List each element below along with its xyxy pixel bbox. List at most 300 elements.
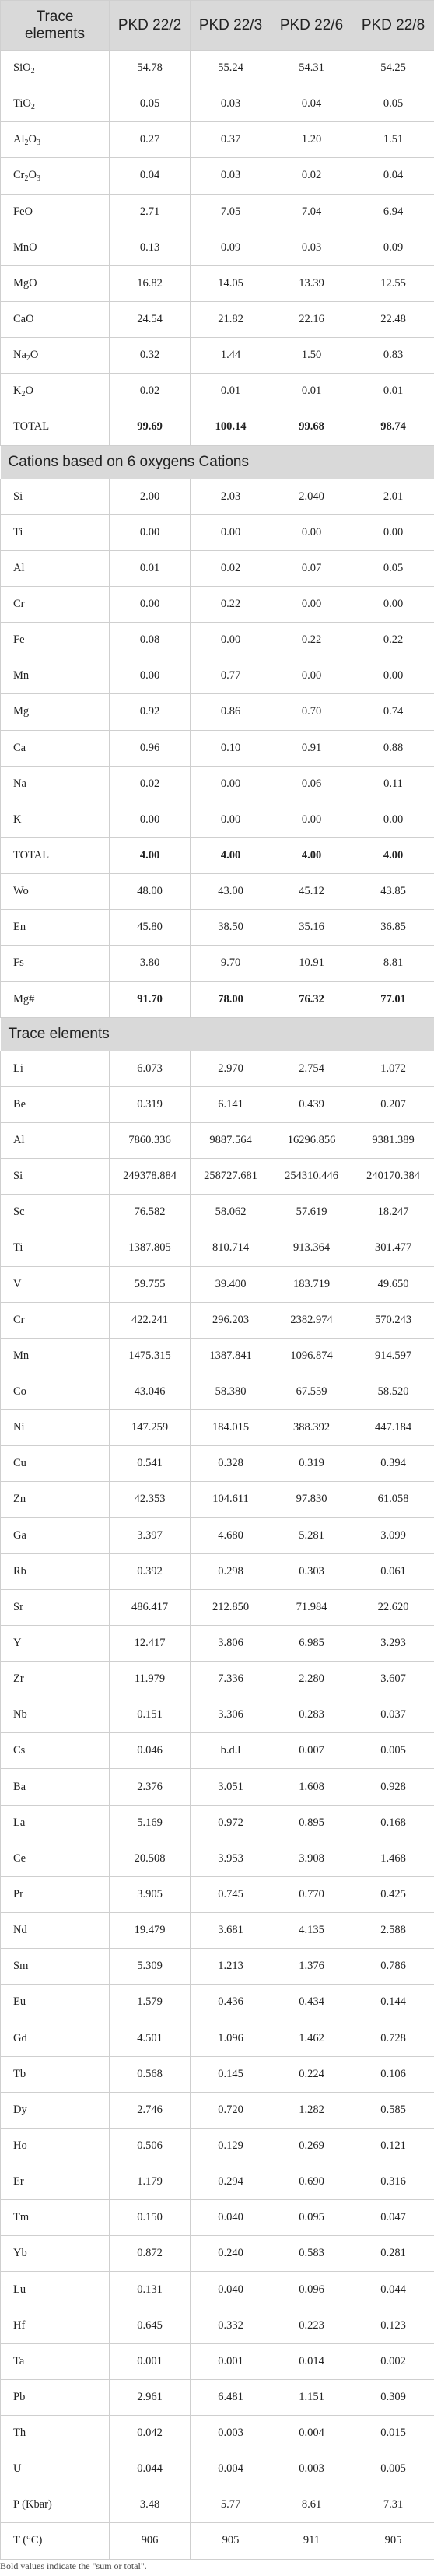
row-label: Wo [1, 874, 110, 910]
table-cell: 0.22 [271, 623, 352, 658]
table-cell: 0.04 [271, 86, 352, 122]
table-cell: 240170.384 [352, 1159, 434, 1195]
table-cell: 4.501 [110, 2020, 191, 2056]
table-row [1, 1553, 434, 1589]
table-cell: 301.477 [352, 1230, 434, 1266]
table-cell: 43.046 [110, 1374, 191, 1409]
table-cell: 2.970 [191, 1051, 271, 1086]
table-cell: 22.48 [352, 301, 434, 337]
table-cell: 0.96 [110, 730, 191, 766]
table-cell: 0.207 [352, 1086, 434, 1122]
table-cell: 0.585 [352, 2092, 434, 2128]
table-cell: 0.928 [352, 1769, 434, 1805]
row-label: Ce [1, 1841, 110, 1876]
table-cell: 0.00 [352, 514, 434, 550]
table-cell: 58.380 [191, 1374, 271, 1409]
table-cell: 1.51 [352, 122, 434, 158]
table-cell: 0.03 [271, 230, 352, 265]
table-cell: 4.00 [271, 837, 352, 873]
table-cell: 0.583 [271, 2236, 352, 2272]
table-cell: 2.746 [110, 2092, 191, 2128]
table-cell: 0.044 [352, 2272, 434, 2308]
row-label: Fe [1, 623, 110, 658]
table-body [1, 51, 434, 2560]
row-label: Eu [1, 1985, 110, 2020]
table-cell: 1.44 [191, 338, 271, 374]
table-cell: 0.786 [352, 1949, 434, 1985]
row-label: MnO [1, 230, 110, 265]
table-row [1, 1913, 434, 1949]
row-label: Zn [1, 1482, 110, 1518]
table-cell: 61.058 [352, 1482, 434, 1518]
table-cell: 0.74 [352, 694, 434, 730]
table-cell: 0.05 [110, 86, 191, 122]
table-cell: 0.044 [110, 2451, 191, 2487]
table-row [1, 586, 434, 622]
table-header-row [1, 1, 434, 51]
table-cell: 0.02 [110, 766, 191, 802]
row-label: Nd [1, 1913, 110, 1949]
table-cell: 0.283 [271, 1697, 352, 1733]
table-cell: 36.85 [352, 910, 434, 946]
table-cell: 0.040 [191, 2200, 271, 2236]
table-cell: 21.82 [191, 301, 271, 337]
table-cell: 0.690 [271, 2164, 352, 2200]
row-label: Cr [1, 586, 110, 622]
table-row [1, 2128, 434, 2164]
row-label: TiO$_2$ [1, 86, 110, 122]
table-cell: 0.040 [191, 2272, 271, 2308]
table-cell: 3.48 [110, 2487, 191, 2523]
table-cell: 5.281 [271, 1518, 352, 1553]
table-cell: 0.131 [110, 2272, 191, 2308]
table-row [1, 1051, 434, 1086]
table-cell: 0.223 [271, 2308, 352, 2343]
table-cell: 43.00 [191, 874, 271, 910]
table-cell: 5.77 [191, 2487, 271, 2523]
table-cell: 1.282 [271, 2092, 352, 2128]
row-label: Ta [1, 2343, 110, 2379]
table-cell: 183.719 [271, 1266, 352, 1302]
table-cell: 9887.564 [191, 1122, 271, 1158]
row-label: P (Kbar) [1, 2487, 110, 2523]
row-label: Ti [1, 1230, 110, 1266]
table-cell: 3.953 [191, 1841, 271, 1876]
row-label: Nb [1, 1697, 110, 1733]
table-row [1, 1625, 434, 1661]
table-cell: 5.169 [110, 1805, 191, 1841]
table-row [1, 1374, 434, 1409]
row-label: CaO [1, 301, 110, 337]
table-row [1, 1841, 434, 1876]
table-row [1, 837, 434, 873]
row-label: TOTAL [1, 837, 110, 873]
table-cell: 9381.389 [352, 1122, 434, 1158]
table-cell: 1.608 [271, 1769, 352, 1805]
table-cell: 6.481 [191, 2379, 271, 2415]
table-cell: 0.004 [271, 2416, 352, 2451]
table-cell: 45.12 [271, 874, 352, 910]
table-row [1, 194, 434, 230]
table-cell: 54.25 [352, 51, 434, 86]
table-cell: 0.08 [110, 623, 191, 658]
table-cell: 0.13 [110, 230, 191, 265]
table-cell: 0.11 [352, 766, 434, 802]
table-row [1, 802, 434, 837]
table-cell: 57.619 [271, 1195, 352, 1230]
table-cell: 0.123 [352, 2308, 434, 2343]
row-label: Hf [1, 2308, 110, 2343]
table-row [1, 2308, 434, 2343]
table-cell: 0.061 [352, 1553, 434, 1589]
header-cell: Trace elements [1, 1, 110, 51]
table-row [1, 51, 434, 86]
table-cell: 0.145 [191, 2056, 271, 2092]
row-label: Si [1, 1159, 110, 1195]
row-label: Tb [1, 2056, 110, 2092]
row-label: MgO [1, 265, 110, 301]
table-cell: 104.611 [191, 1482, 271, 1518]
table-cell: 0.316 [352, 2164, 434, 2200]
table-cell: 0.001 [191, 2343, 271, 2379]
table-cell: 0.005 [352, 1733, 434, 1769]
section-header-row [1, 445, 434, 479]
row-label: En [1, 910, 110, 946]
table-row [1, 1482, 434, 1518]
table-cell: 0.22 [191, 586, 271, 622]
table-cell: 0.436 [191, 1985, 271, 2020]
row-label: Pr [1, 1876, 110, 1912]
table-cell: 76.582 [110, 1195, 191, 1230]
table-cell: 4.00 [352, 837, 434, 873]
row-label: Pb [1, 2379, 110, 2415]
table-cell: 0.04 [352, 158, 434, 194]
table-cell: 0.003 [191, 2416, 271, 2451]
table-row [1, 479, 434, 514]
section-title: Cations based on 6 oxygens Cations [1, 445, 434, 479]
table-cell: 7.04 [271, 194, 352, 230]
table-cell: 3.607 [352, 1662, 434, 1697]
table-cell: 0.00 [110, 658, 191, 694]
table-cell: 99.69 [110, 409, 191, 445]
table-cell: 0.04 [110, 158, 191, 194]
row-label: U [1, 2451, 110, 2487]
table-cell: 22.16 [271, 301, 352, 337]
table-row [1, 2487, 434, 2523]
table-cell: 2.754 [271, 1051, 352, 1086]
table-cell: 0.00 [110, 586, 191, 622]
table-cell: 0.645 [110, 2308, 191, 2343]
table-row [1, 2379, 434, 2415]
row-label: Ho [1, 2128, 110, 2164]
table-cell: 0.007 [271, 1733, 352, 1769]
table-cell: 0.392 [110, 1553, 191, 1589]
table-cell: 0.728 [352, 2020, 434, 2056]
table-row [1, 910, 434, 946]
table-cell: 249378.884 [110, 1159, 191, 1195]
table-cell: 0.001 [110, 2343, 191, 2379]
table-cell: 18.247 [352, 1195, 434, 1230]
table-cell: 16.82 [110, 265, 191, 301]
table-cell: 0.015 [352, 2416, 434, 2451]
table-cell: 98.74 [352, 409, 434, 445]
table-row [1, 158, 434, 194]
table-row [1, 122, 434, 158]
table-cell: 0.046 [110, 1733, 191, 1769]
table-cell: 54.31 [271, 51, 352, 86]
table-cell: 3.293 [352, 1625, 434, 1661]
table-row [1, 1122, 434, 1158]
table-row [1, 550, 434, 586]
table-cell: 76.32 [271, 981, 352, 1017]
table-row [1, 1949, 434, 1985]
table-row [1, 2343, 434, 2379]
table-cell: 0.10 [191, 730, 271, 766]
row-label: Li [1, 1051, 110, 1086]
table-cell: 1.50 [271, 338, 352, 374]
table-cell: 3.051 [191, 1769, 271, 1805]
table-row [1, 1589, 434, 1625]
table-cell: 24.54 [110, 301, 191, 337]
table-cell: 0.047 [352, 2200, 434, 2236]
table-cell: 0.224 [271, 2056, 352, 2092]
table-cell: 4.135 [271, 1913, 352, 1949]
table-row [1, 514, 434, 550]
table-cell: 0.83 [352, 338, 434, 374]
table-cell: 0.319 [271, 1446, 352, 1482]
table-cell: 59.755 [110, 1266, 191, 1302]
table-row [1, 1805, 434, 1841]
table-row [1, 2020, 434, 2056]
table-cell: 147.259 [110, 1410, 191, 1446]
table-cell: 48.00 [110, 874, 191, 910]
table-cell: 0.86 [191, 694, 271, 730]
table-cell: 905 [352, 2523, 434, 2559]
table-cell: 0.168 [352, 1805, 434, 1841]
table-cell: 0.303 [271, 1553, 352, 1589]
table-cell: 258727.681 [191, 1159, 271, 1195]
table-cell: 58.520 [352, 1374, 434, 1409]
table-cell: 8.81 [352, 946, 434, 981]
table-cell: 0.720 [191, 2092, 271, 2128]
table-row [1, 1876, 434, 1912]
table-cell: 3.099 [352, 1518, 434, 1553]
table-row [1, 1338, 434, 1374]
table-cell: 0.00 [352, 802, 434, 837]
table-cell: 3.908 [271, 1841, 352, 1876]
table-cell: 254310.446 [271, 1159, 352, 1195]
table-cell: 71.984 [271, 1589, 352, 1625]
table-cell: 2.01 [352, 479, 434, 514]
table-row [1, 1985, 434, 2020]
table-cell: 20.508 [110, 1841, 191, 1876]
table-row [1, 230, 434, 265]
table-cell: 911 [271, 2523, 352, 2559]
table-row [1, 265, 434, 301]
table-cell: 10.91 [271, 946, 352, 981]
table-cell: 0.872 [110, 2236, 191, 2272]
row-label: Mn [1, 1338, 110, 1374]
table-cell: 0.00 [110, 802, 191, 837]
table-cell: 0.042 [110, 2416, 191, 2451]
table-cell: 0.269 [271, 2128, 352, 2164]
table-cell: 0.00 [191, 514, 271, 550]
table-cell: 0.541 [110, 1446, 191, 1482]
table-cell: 0.01 [271, 374, 352, 409]
table-cell: 55.24 [191, 51, 271, 86]
table-cell: 2.00 [110, 479, 191, 514]
table-cell: 3.80 [110, 946, 191, 981]
table-cell: 5.309 [110, 1949, 191, 1985]
table-cell: 6.073 [110, 1051, 191, 1086]
table-cell: 0.00 [271, 802, 352, 837]
table-cell: 914.597 [352, 1338, 434, 1374]
table-row [1, 1697, 434, 1733]
table-cell: 0.003 [271, 2451, 352, 2487]
table-cell: 0.319 [110, 1086, 191, 1122]
table-row [1, 2272, 434, 2308]
table-cell: 67.559 [271, 1374, 352, 1409]
section-title: Trace elements [1, 1017, 434, 1051]
table-row [1, 2236, 434, 2272]
table-cell: 0.02 [110, 374, 191, 409]
table-cell: 447.184 [352, 1410, 434, 1446]
table-row [1, 1086, 434, 1122]
table-cell: 6.141 [191, 1086, 271, 1122]
table-cell: 3.397 [110, 1518, 191, 1553]
table-row [1, 874, 434, 910]
table-cell: 3.681 [191, 1913, 271, 1949]
table-cell: 0.88 [352, 730, 434, 766]
row-label: Mg# [1, 981, 110, 1017]
table-cell: 42.353 [110, 1482, 191, 1518]
table-cell: 4.00 [191, 837, 271, 873]
table-cell: 45.80 [110, 910, 191, 946]
table-cell: 0.00 [191, 623, 271, 658]
table-cell: b.d.l [191, 1733, 271, 1769]
table-cell: 0.129 [191, 2128, 271, 2164]
table-cell: 0.01 [191, 374, 271, 409]
table-cell: 0.294 [191, 2164, 271, 2200]
table-row [1, 2523, 434, 2559]
row-label: Yb [1, 2236, 110, 2272]
row-label: Ti [1, 514, 110, 550]
table-cell: 0.32 [110, 338, 191, 374]
row-label: Th [1, 2416, 110, 2451]
table-cell: 0.005 [352, 2451, 434, 2487]
row-label: $Al_2O_3$ [1, 122, 110, 158]
table-cell: 0.09 [191, 230, 271, 265]
row-label: Mg [1, 694, 110, 730]
table-cell: 0.328 [191, 1446, 271, 1482]
table-cell: 1096.874 [271, 1338, 352, 1374]
table-row [1, 1159, 434, 1195]
row-label: Ni [1, 1410, 110, 1446]
table-cell: 78.00 [191, 981, 271, 1017]
table-cell: 38.50 [191, 910, 271, 946]
table-cell: 1.20 [271, 122, 352, 158]
row-label: Ba [1, 1769, 110, 1805]
table-cell: 99.68 [271, 409, 352, 445]
row-label: K [1, 802, 110, 837]
table-cell: 16296.856 [271, 1122, 352, 1158]
table-cell: 0.144 [352, 1985, 434, 2020]
table-cell: 1.376 [271, 1949, 352, 1985]
table-cell: 184.015 [191, 1410, 271, 1446]
table-cell: 97.830 [271, 1482, 352, 1518]
table-cell: 13.39 [271, 265, 352, 301]
table-cell: 1387.805 [110, 1230, 191, 1266]
table-row [1, 374, 434, 409]
row-label: Mn [1, 658, 110, 694]
table-row [1, 1446, 434, 1482]
table-cell: 22.620 [352, 1589, 434, 1625]
table-row [1, 981, 434, 1017]
table-cell: 12.55 [352, 265, 434, 301]
table-cell: 905 [191, 2523, 271, 2559]
table-cell: 0.281 [352, 2236, 434, 2272]
table-footnote: Bold values indicate the "sum or total". [0, 2560, 147, 2571]
row-label: Gd [1, 2020, 110, 2056]
table-cell: 7.31 [352, 2487, 434, 2523]
table-cell: 7860.336 [110, 1122, 191, 1158]
table-cell: 296.203 [191, 1302, 271, 1338]
table-cell: 0.00 [110, 514, 191, 550]
table-cell: 4.680 [191, 1518, 271, 1553]
row-label: Rb [1, 1553, 110, 1589]
table-cell: 2.280 [271, 1662, 352, 1697]
table-row [1, 1266, 434, 1302]
table-cell: 19.479 [110, 1913, 191, 1949]
table-cell: 0.09 [352, 230, 434, 265]
row-label: Dy [1, 2092, 110, 2128]
table-cell: 0.01 [352, 374, 434, 409]
table-cell: 486.417 [110, 1589, 191, 1625]
table-cell: 0.895 [271, 1805, 352, 1841]
row-label: Al [1, 550, 110, 586]
table-cell: 1387.841 [191, 1338, 271, 1374]
table-cell: 7.05 [191, 194, 271, 230]
table-cell: 0.00 [271, 586, 352, 622]
table-cell: 0.004 [191, 2451, 271, 2487]
row-label: T (°C) [1, 2523, 110, 2559]
table-cell: 0.03 [191, 158, 271, 194]
row-label: Sc [1, 1195, 110, 1230]
row-label: Zr [1, 1662, 110, 1697]
table-cell: 49.650 [352, 1266, 434, 1302]
table-cell: 0.01 [110, 550, 191, 586]
table-row [1, 2092, 434, 2128]
row-label: $Cr_2O_3$ [1, 158, 110, 194]
table-row [1, 1195, 434, 1230]
table-cell: 0.972 [191, 1805, 271, 1841]
table-cell: 7.336 [191, 1662, 271, 1697]
table-cell: 12.417 [110, 1625, 191, 1661]
table-cell: 0.00 [271, 514, 352, 550]
table-row [1, 1518, 434, 1553]
row-label: Co [1, 1374, 110, 1409]
table-cell: 0.439 [271, 1086, 352, 1122]
table-cell: 422.241 [110, 1302, 191, 1338]
table-row [1, 2056, 434, 2092]
table-cell: 0.745 [191, 1876, 271, 1912]
table-row [1, 2164, 434, 2200]
table-cell: 0.014 [271, 2343, 352, 2379]
row-label: Be [1, 1086, 110, 1122]
table-cell: 0.03 [191, 86, 271, 122]
table-cell: 0.121 [352, 2128, 434, 2164]
table-cell: 2.71 [110, 194, 191, 230]
